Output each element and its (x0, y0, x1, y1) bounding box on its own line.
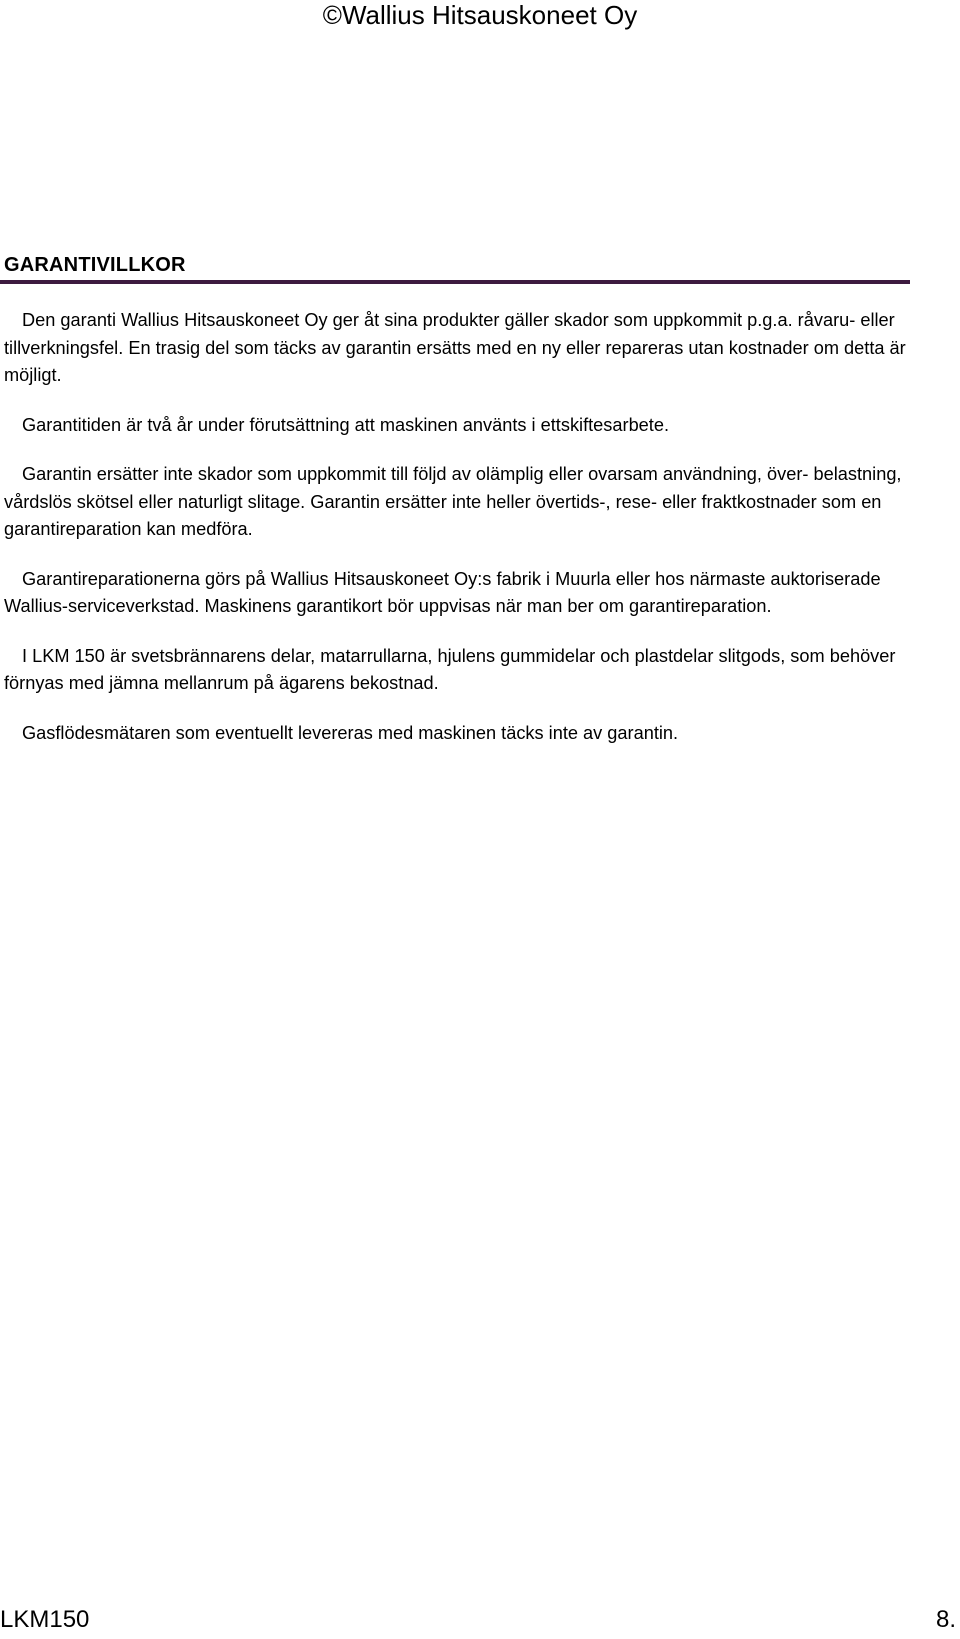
paragraph-text: I LKM 150 är svetsbrännarens delar, matarrullarna, hjulens gummidelar och plastdelar slitgods, som behöver förnyas med jämna mellanrum på ägarens bekostnad. (4, 645, 896, 693)
section-title: GARANTIVILLKOR (4, 254, 186, 276)
paragraph-warranty-scope (4, 307, 909, 390)
paragraph-wear-parts (4, 643, 909, 698)
paragraph-gas-meter (4, 720, 909, 748)
footer-model: LKM150 (0, 1606, 90, 1633)
paragraph-warranty-repairs (4, 566, 909, 621)
title-divider (0, 280, 910, 284)
paragraph-text: Garantin ersätter inte skador som uppkommit till följd av olämplig eller ovarsam användning, över- belastning, vårdslös skötsel eller naturligt slitage. Garantin ersätter inte heller övertids-, rese- eller fraktkostnader som en garantireparation kan medföra. (4, 464, 902, 539)
paragraph-text: Garantitiden är två år under förutsättning att maskinen använts i ettskiftesarbete. (22, 414, 670, 435)
paragraph-warranty-exclusions (4, 461, 909, 544)
paragraph-warranty-period (4, 412, 909, 440)
paragraph-text: Den garanti Wallius Hitsauskoneet Oy ger åt sina produkter gäller skador som uppkommit p.g.a. råvaru- eller tillverkningsfel. En trasig del som täcks av garantin ersätts med en ny eller repareras utan kostnader om detta är möjligt. (4, 310, 906, 385)
page-header: ©Wallius Hitsauskoneet Oy (322, 0, 638, 30)
footer-page-number: 8. (935, 1606, 956, 1633)
paragraph-text: Gasflödesmätaren som eventuellt levereras med maskinen täcks inte av garantin. (22, 722, 679, 743)
warranty-body (4, 307, 909, 769)
paragraph-text: Garantireparationerna görs på Wallius Hitsauskoneet Oy:s fabrik i Muurla eller hos närmaste auktoriserade Wallius-serviceverkstad. Maskinens garantikort bör uppvisas när man ber om garantireparation. (4, 568, 881, 616)
